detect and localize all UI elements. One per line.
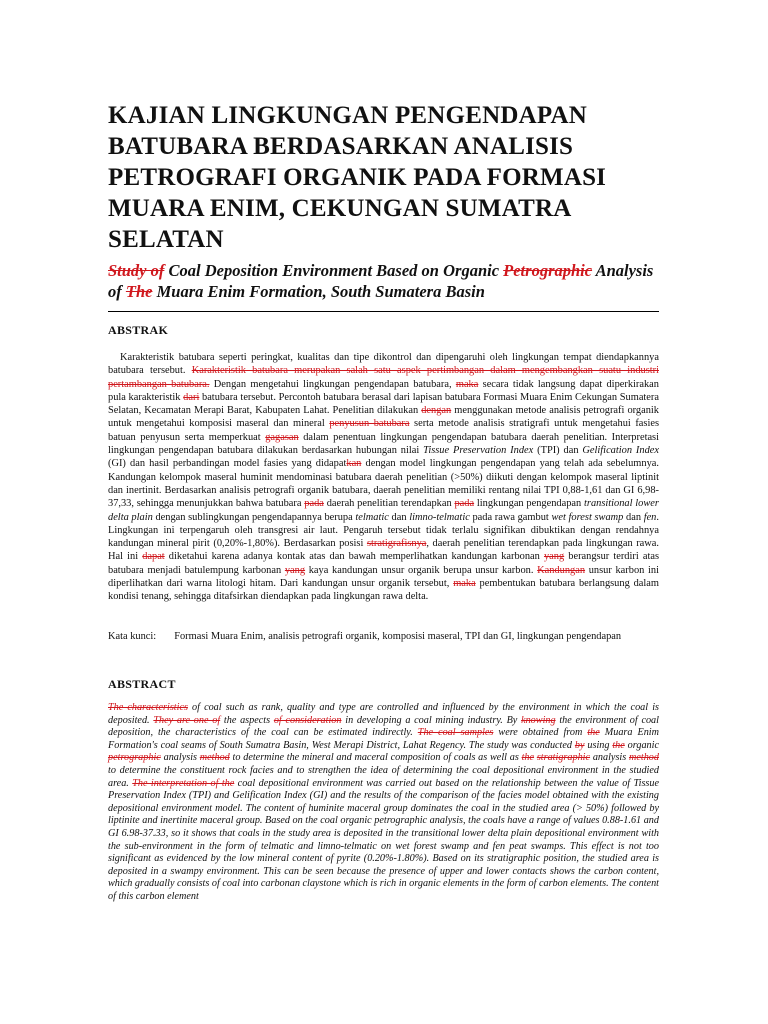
text-run: . Lingkungan ini terpengaruh oleh transgresi air laut. Pengaruh tersebut tidak terlalu signifikan dibuktikan dengan rendahnya kandungan mineral pirit (0,20%-1,80%). Berdasarkan posisi (108, 511, 659, 550)
text-run: secara tidak langsung dapat diperkirakan pula karakteristik (108, 378, 659, 403)
text-run: Muara Enim Formation's coal seams of South Sumatra Basin, West Merapi District, Lahat Regency. The study was conducted (108, 727, 659, 751)
text-run: (GI) dan hasil perbandingan model fasies yang didapat (108, 458, 347, 470)
text-run: Karakteristik batubara seperti peringkat, kualitas dan tipe dikontrol dan dipengaruhi oleh lingkungan tempat diendapkannya batubara tersebut. (108, 352, 659, 377)
paper-title: KAJIAN LINGKUNGAN PENGENDAPAN BATUBARA BERDASARKAN ANALISIS PETROGRAFI ORGANIK PADA FORMASI MUARA ENIM, CEKUNGAN SUMATRA SELATAN (108, 102, 607, 253)
deleted-text: Petrographic (503, 261, 593, 280)
keywords (108, 630, 659, 643)
deleted-text: dari (183, 391, 200, 403)
deleted-text: dengan (421, 405, 452, 417)
subtitle-text: Analysis of (108, 261, 654, 301)
text-run: dan (388, 511, 410, 523)
text-run: unsur karbon ini diperlihatkan dari warna litologi hitam. Dari kandungan unsur organik tersebut, (108, 564, 659, 590)
deleted-text: method (628, 752, 659, 764)
text-run: (TPI) dan (533, 445, 583, 457)
text-run: daerah penelitian terendapkan (323, 498, 455, 510)
deleted-text: Study of (108, 261, 165, 280)
italic-term: Tissue Preservation Index (423, 445, 534, 457)
deleted-text: the (612, 739, 625, 751)
text-run: dengan sublingkungan pengendapannya berupa (152, 511, 356, 523)
deleted-text: petrographic (108, 752, 161, 764)
deleted-text: The coal samples (417, 727, 494, 739)
deleted-text: the (521, 752, 535, 764)
deleted-text: stratigrafisnya (366, 538, 427, 550)
horizontal-divider (108, 311, 659, 312)
text-run: analysis (590, 752, 629, 764)
italic-term: fen (643, 511, 657, 523)
text-run: Dengan mengetahui lingkungan pengendapan batubara, (209, 378, 456, 390)
text-run: in developing a coal mining industry. By (341, 714, 522, 726)
deleted-text: of consideration (273, 714, 342, 726)
text-run: dengan model lingkungan pengendapan yang telah ada sebelumnya. Kandungan kelompok maseral huminit mendominasi batubara daerah penelitian (>50%) diikuti dengan kelompok maseral liptinit dan inertinit. Berdasarkan analisis petrografi organik batubara, daerah penelitian memiliki rentang nilai TPI 0,88-1,61 dan GI 6,98-37,33, sehingga menunjukkan bahwa batubara (108, 458, 659, 510)
text-run: pada rawa gambut (469, 511, 552, 523)
italic-term: limno-telmatic (409, 511, 470, 523)
deleted-text: The (125, 282, 153, 301)
text-run: of coal such as rank, quality and type are controlled and influenced by the environment in which the coal is deposited. (108, 702, 659, 726)
deleted-text: by (574, 739, 585, 751)
deleted-text: Karakteristik batubara merupakan salah satu aspek pertimbangan dalam mengembangkan suatu industri pertambangan batubara. (108, 365, 659, 390)
keywords-label: Kata kunci: (108, 631, 157, 642)
italic-term: telmatic (355, 511, 389, 523)
text-run: organic (624, 739, 659, 751)
text-run: kaya kandungan unsur organik berupa unsur karbon. (305, 564, 538, 576)
text-run: serta metode analisis stratigrafi untuk mengetahui fasies batuan penyusun serta memperkuat (108, 418, 659, 443)
text-run: dalam penentuan lingkungan pengendapan batubara daerah penelitian. Interpretasi lingkungan pengendapan batubara dilakukan berdasarkan hubungan nilai (108, 431, 659, 457)
text-run: were obtained from (493, 727, 588, 739)
text-run: , daerah penelitian terendapkan pada lingkungan rawa. Hal ini (108, 538, 659, 563)
abstract-body (108, 702, 659, 904)
text-run: menggunakan metode analisis petrografi organik untuk mengetahui komposisi maseral dan mineral (108, 405, 659, 430)
deleted-text: The characteristics (108, 702, 188, 713)
deleted-text: kan (346, 458, 362, 470)
deleted-text: yang (284, 564, 306, 576)
italic-term: transitional lower delta plain (108, 498, 659, 523)
deleted-text: The interpretation of the (132, 777, 235, 789)
deleted-text: dapat (142, 551, 165, 563)
text-run: pembentukan batubara berlangsung dalam kondisi tenang, sehingga ditafsirkan diendapkan pada lingkungan rawa delta. (108, 578, 659, 603)
text-run: lingkungan pengendapan (474, 498, 585, 510)
subtitle-text: Muara Enim Formation, South Sumatera Basin (152, 282, 485, 301)
english-subtitle (108, 260, 668, 302)
deleted-text: the (587, 727, 600, 739)
deleted-text: maka (455, 378, 479, 390)
text-run: berangsur terdiri atas batubara menjadi batulempung karbonan (108, 551, 659, 576)
abstrak-body (108, 351, 659, 604)
text-run: dan (623, 511, 644, 523)
deleted-text: penyusun batubara (329, 418, 410, 430)
deleted-text: method (199, 752, 230, 764)
text-run: batubara tersebut. Percontoh batubara berasal dari lapisan batubara Formasi Muara Enim Cekungan Sumatera Selatan, Kecamatan Merapi Barat, Kabupaten Lahat. Penelitian dilakukan (108, 391, 659, 417)
abstract-heading: ABSTRACT (108, 677, 176, 691)
text-run: analysis (160, 752, 200, 764)
deleted-text: Kandungan (537, 564, 586, 576)
text-run: coal depositional environment was carried out based on the relationship between the value of Tissue Preservation Index (TPI) and Gelification Index (GI) and the results of the comparison of the facies model obtained with the existing depositional environment model. The content of huminite maceral group dominates the coal in the studied area (> 50%) followed by liptinite and inertinite maceral group. Based on the coal organic petrographic analysis, the coals have a range of values 0.88-1.61 and GI 6.98-37.33, so it shows that coals in the study area is deposited in the transitional lower delta plain depositional environment with the sub-environment in the form of telmatic and limno-telmatic on wet forest swamp and fen peat swamps. This effect is not too significant as evidenced by the low mineral content of pyrite (0.20%-1.80%). Based on its stratigraphic position, the studied area is deposited in a swampy environment. This can be seen because the presence of upper and lower contacts shows the carbon content, which gradually consists of coal into carbonan claystone which is rich in organic elements in the form of carbon elements. The content of this carbon element (108, 777, 659, 902)
text-run: diketahui karena adanya kontak atas dan bawah memperlihatkan kandungan karbonan (164, 551, 544, 563)
deleted-text: maka (453, 578, 476, 590)
deleted-text: gagasan (265, 431, 299, 443)
subtitle-text: Coal Deposition Environment Based on Organic (164, 261, 504, 280)
keywords-text: Formasi Muara Enim, analisis petrografi organik, komposisi maseral, TPI dan GI, lingkungan pengendapan (174, 631, 622, 642)
deleted-text: knowing (521, 714, 556, 726)
text-run: using (584, 739, 613, 751)
italic-term: wet forest swamp (551, 511, 624, 523)
deleted-text: pada (454, 498, 475, 510)
italic-term: Gelification Index (582, 445, 659, 457)
abstrak-heading: ABSTRAK (108, 323, 169, 337)
text-run: the environment of coal deposition, the characteristics of the coal can be estimated indirectly. (108, 714, 659, 739)
deleted-text: yang (543, 551, 565, 563)
deleted-text: pada (304, 498, 324, 510)
text-run: the aspects (220, 714, 274, 726)
text-run: to determine the constituent rock facies and to strengthen the idea of determining the coal depositional environment in the studied area. (108, 764, 659, 789)
text-run: to determine the mineral and maceral composition of coals as well as (229, 752, 522, 764)
deleted-text: stratigraphic (536, 752, 591, 764)
deleted-text: They are one of (153, 714, 221, 726)
